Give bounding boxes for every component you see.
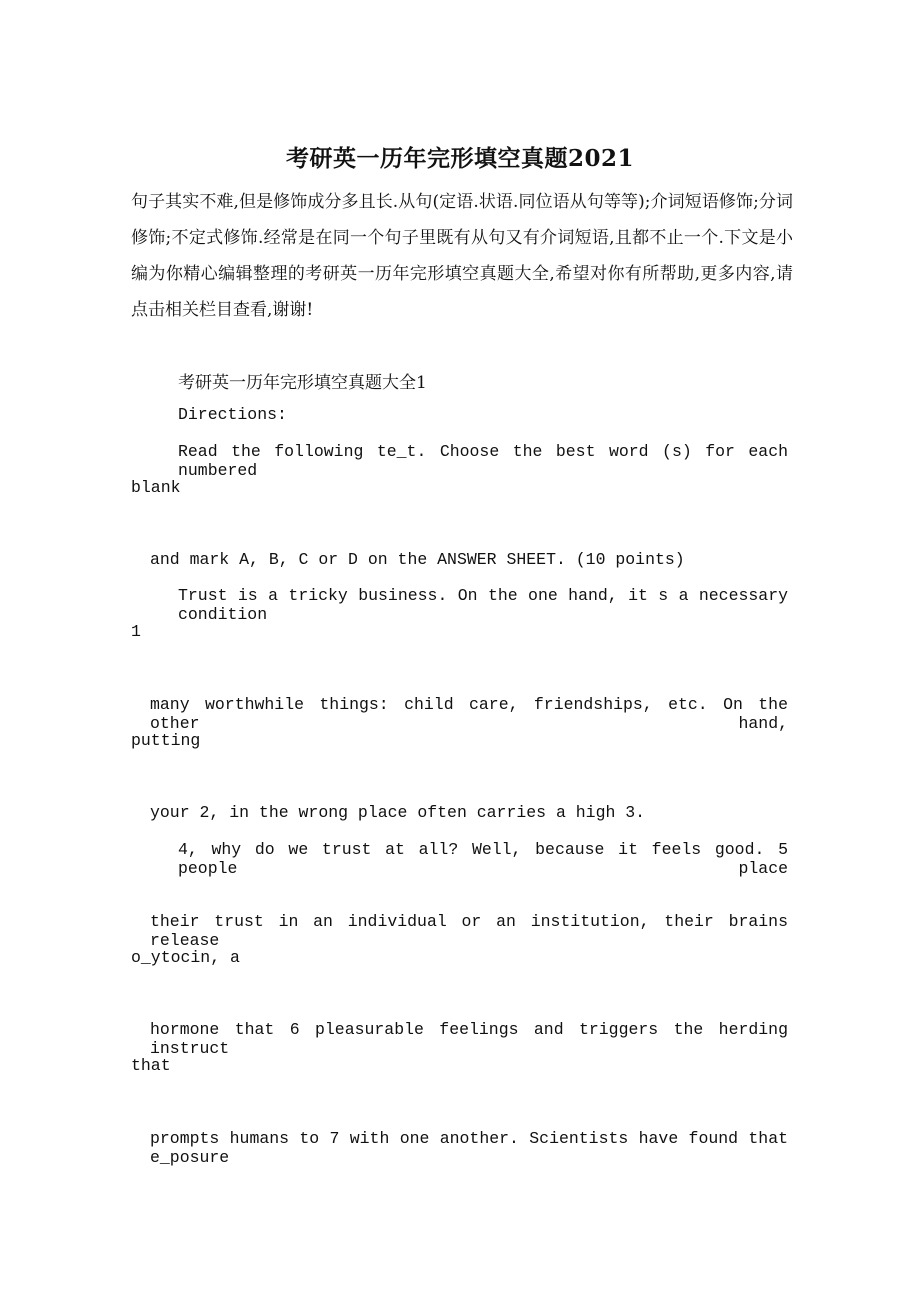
text-line: Read the following te_t. Choose the best word (s) for each numbered — [178, 442, 788, 480]
text-line: and mark A, B, C or D on the ANSWER SHEET. (10 points) — [150, 550, 685, 569]
intro-paragraph: 句子其实不难,但是修饰成分多且长.从句(定语.状语.同位语从句等等);介词短语修饰;分词修饰;不定式修饰.经常是在同一个句子里既有从句又有介词短语,且都不止一个.下文是小编为你精心编辑整理的考研英一历年完形填空真题大全,希望对你有所帮助,更多内容,请点击相关栏目查看,谢谢! — [131, 192, 793, 320]
directions-label: Directions: — [178, 405, 287, 424]
text-line: o_ytocin, a — [131, 948, 240, 967]
text-line: hormone that 6 pleasurable feelings and triggers the herding instruct — [150, 1020, 788, 1058]
text-line: Trust is a tricky business. On the one hand, it s a necessary condition — [178, 586, 788, 624]
text-line: that — [131, 1056, 171, 1075]
text-line: prompts humans to 7 with one another. Scientists have found that e_posure — [150, 1129, 788, 1167]
text-line: blank — [131, 478, 181, 497]
text-line: 4, why do we trust at all? Well, because it feels good. 5 people place — [178, 840, 788, 878]
section-heading: 考研英一历年完形填空真题大全1 — [178, 373, 427, 393]
text-line: 1 — [131, 622, 141, 641]
text-line: many worthwhile things: child care, friendships, etc. On the other hand, — [150, 695, 788, 733]
text-line: putting — [131, 731, 201, 750]
text-line: your 2, in the wrong place often carries a high 3. — [150, 803, 646, 822]
document-title: 考研英一历年完形填空真题2021 — [285, 145, 634, 172]
text-line: their trust in an individual or an institution, their brains release — [150, 912, 788, 950]
